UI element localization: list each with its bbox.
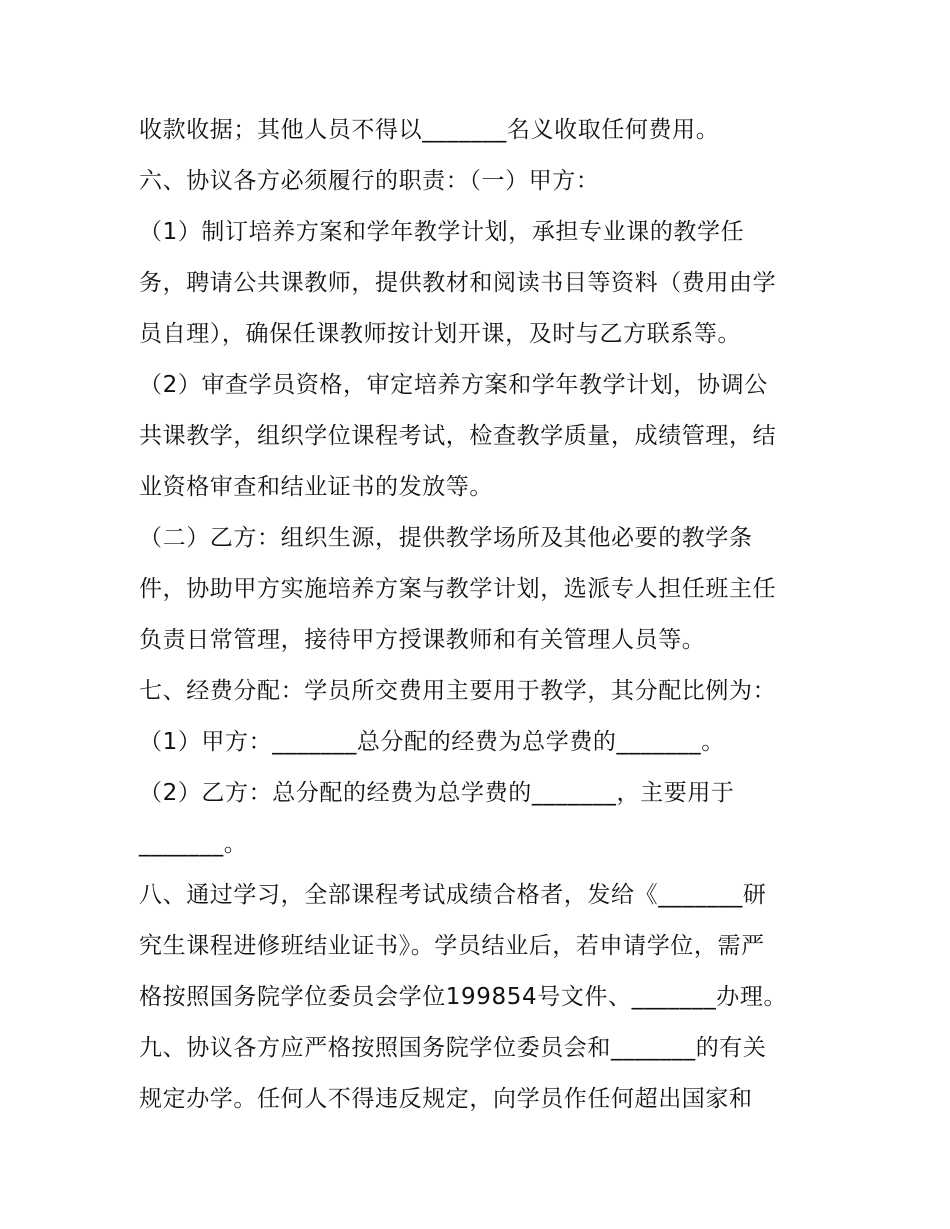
text-line: 员自理），确保任课教师按计划开课，及时与乙方联系等。 [139, 321, 742, 347]
text-line: 规定办学。任何人不得违反规定，向学员作任何超出国家和 [139, 1086, 753, 1112]
text-line: 务，聘请公共课教师，提供教材和阅读书目等资料（费用由学 [139, 270, 777, 296]
text-line: 格按照国务院学位委员会学位199854号文件、_______办理。 [139, 984, 788, 1010]
text-line: （2）乙方：总分配的经费为总学费的_______，主要用于 [139, 780, 735, 806]
text-line: （2）审查学员资格，审定培养方案和学年教学计划，协调公 [139, 372, 768, 398]
document-body [139, 105, 829, 1125]
text-line: 七、经费分配：学员所交费用主要用于教学，其分配比例为： [139, 678, 777, 704]
text-line: 负责日常管理，接待甲方授课教师和有关管理人员等。 [139, 627, 706, 653]
text-line: （1）制订培养方案和学年教学计划，承担专业课的教学任 [139, 219, 745, 245]
text-line: _______。 [139, 831, 248, 857]
text-line: 八、通过学习，全部课程考试成绩合格者，发给《_______研 [139, 882, 767, 908]
text-line: （二）乙方：组织生源，提供教学场所及其他必要的教学条 [139, 525, 753, 551]
text-line: 件，协助甲方实施培养方案与教学计划，选派专人担任班主任 [139, 576, 777, 602]
text-line: 业资格审查和结业证书的发放等。 [139, 474, 493, 500]
text-line: 六、协议各方必须履行的职责：（一）甲方： [139, 168, 600, 194]
text-line: 九、协议各方应严格按照国务院学位委员会和_______的有关 [139, 1035, 767, 1061]
text-line: 共课教学，组织学位课程考试，检查教学质量，成绩管理，结 [139, 423, 777, 449]
text-line: 究生课程进修班结业证书》。学员结业后，若申请学位，需严 [139, 933, 765, 959]
text-line: 收款收据；其他人员不得以_______名义收取任何费用。 [139, 117, 720, 143]
text-line: （1）甲方：_______总分配的经费为总学费的_______。 [139, 729, 725, 755]
